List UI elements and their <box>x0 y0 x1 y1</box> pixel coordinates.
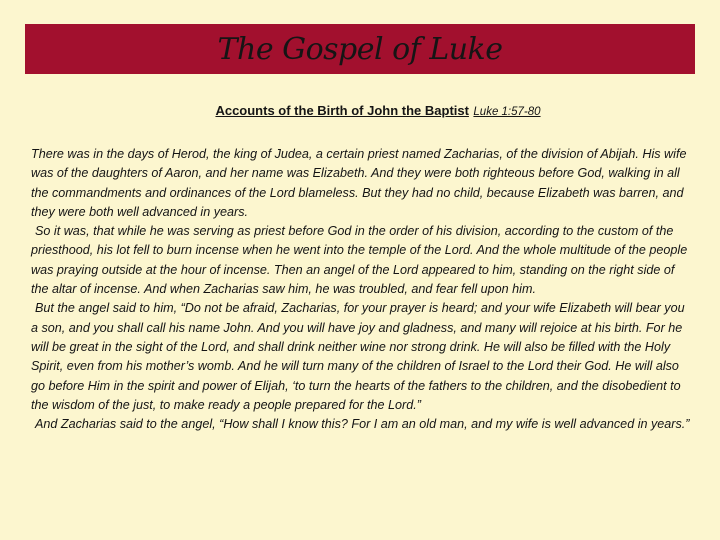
title-banner <box>25 24 695 74</box>
page-title: The Gospel of Luke <box>217 31 503 67</box>
section-heading <box>0 102 720 120</box>
paragraph: But the angel said to him, “Do not be afraid, Zacharias, for your prayer is heard; and your wife Elizabeth will bear you a son, and you shall call his name John. And you will have joy and gladness, and many will rejoice at his birth. For he will be great in the sight of the Lord, and shall drink neither wine nor strong drink. He will also be filled with the Holy Spirit, even from his mother’s womb. And he will turn many of the children of Israel to the Lord their God. He will also go before Him in the spirit and power of Elijah, ‘to turn the hearts of the fathers to the children, and the disobedient to the wisdom of the just, to make ready a people prepared for the Lord.” <box>31 301 685 412</box>
heading-text: Accounts of the Birth of John the Baptist <box>215 103 469 118</box>
paragraph: So it was, that while he was serving as priest before God in the order of his division, according to the custom of the priesthood, his lot fell to burn incense when he went into the temple of the Lord. And the whole multitude of the people was praying outside at the hour of incense. Then an angel of the Lord appeared to him, standing on the right side of the altar of incense. And when Zacharias saw him, he was troubled, and fear fell upon him. <box>31 224 688 297</box>
passage-body <box>31 145 695 434</box>
paragraph: There was in the days of Herod, the king of Judea, a certain priest named Zacharias, of the division of Abijah. His wife was of the daughters of Aaron, and her name was Elizabeth. And they were both righteous before God, walking in all the commandments and ordinances of the Lord blameless. But they had no child, because Elizabeth was barren, and they were both well advanced in years. <box>31 147 687 219</box>
paragraph: And Zacharias said to the angel, “How shall I know this? For I am an old man, and my wife is well advanced in years.” <box>35 417 690 432</box>
scripture-reference: Luke 1:57-80 <box>473 106 541 118</box>
